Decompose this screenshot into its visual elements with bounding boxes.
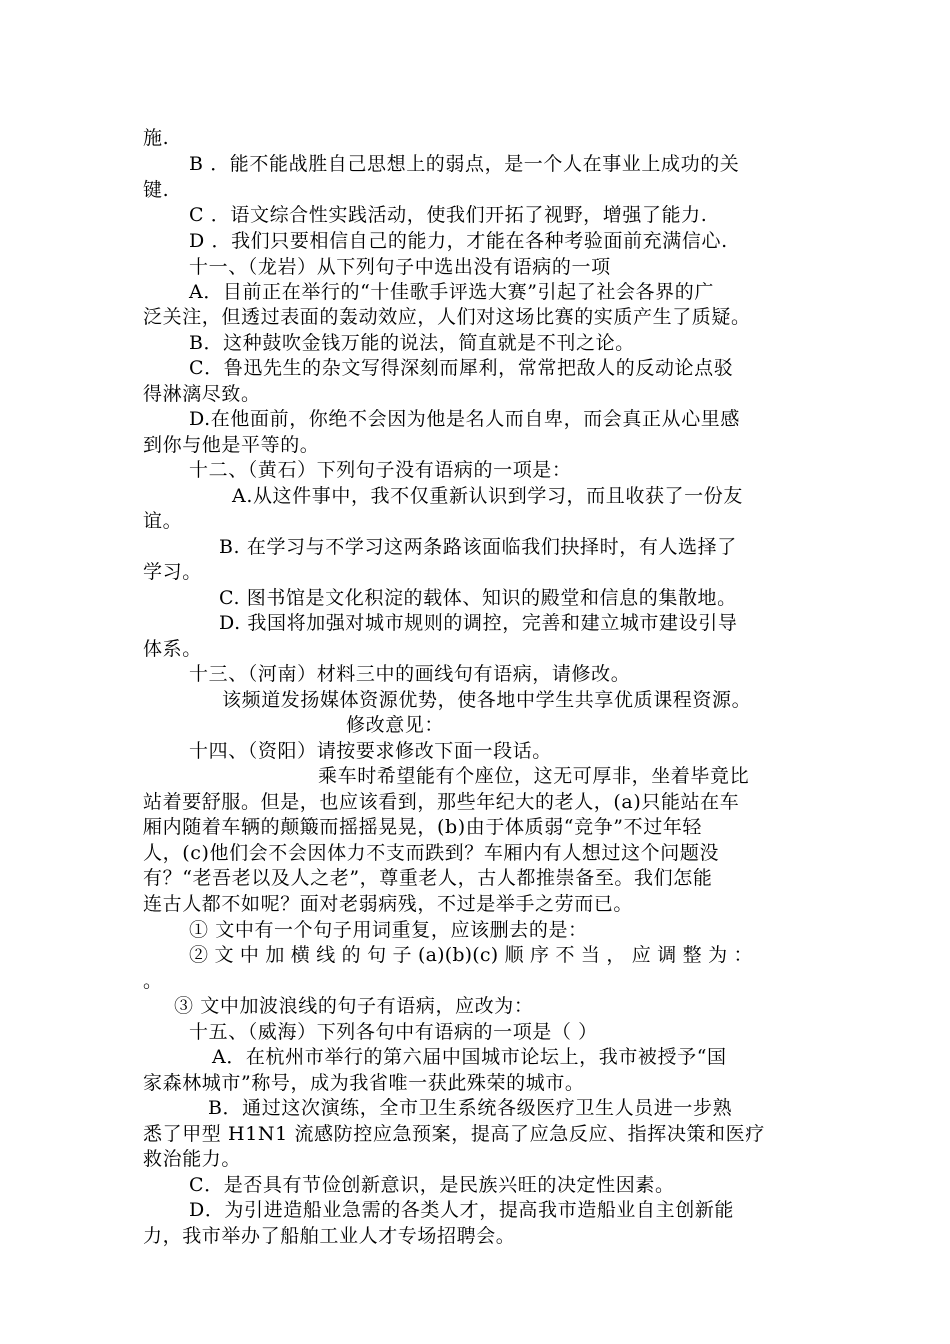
passage-line: 连古人都不如呢？面对老弱病残，不过是举手之劳而已。 — [143, 893, 634, 915]
passage-line: 站着要舒服。但是，也应该看到，那些年纪大的老人，(a)只能站在车 — [143, 791, 740, 813]
option-b-line: B．这种鼓吹金钱万能的说法，简直就是不刊之论。 — [189, 332, 635, 354]
text-line: 救治能力。 — [143, 1148, 242, 1170]
text-line: 施. — [143, 127, 170, 149]
text-line: 泛关注，但透过表面的轰动效应，人们对这场比赛的实质产生了质疑。 — [143, 306, 751, 328]
option-b-line: B．通过这次演练，全市卫生系统各级医疗卫生人员进一步熟 — [208, 1097, 733, 1119]
option-d-line: D. 我国将加强对城市规则的调控，完善和建立城市建设引导 — [219, 612, 738, 634]
passage-line: 厢内随着车辆的颠簸而摇摇晃晃，(b)由于体质弱“竞争”不过年轻 — [143, 816, 703, 838]
text-line: 体系。 — [143, 638, 202, 660]
option-b-line: B ．能不能战胜自己思想上的弱点，是一个人在事业上成功的关 — [189, 153, 740, 175]
text-line: 。 — [143, 970, 163, 992]
option-d-line: D.在他面前，你绝不会因为他是名人而自卑，而会真正从心里感 — [189, 408, 740, 430]
sub-question-3: ③ 文中加波浪线的句子有语病，应改为： — [174, 995, 534, 1017]
text-line: 到你与他是平等的。 — [143, 434, 320, 456]
option-d-line: D．为引进造船业急需的各类人才，提高我市造船业自主创新能 — [189, 1199, 735, 1221]
question-14-heading: 十四、（资阳）请按要求修改下面一段话。 — [189, 740, 552, 762]
text-line: 力，我市举办了船舶工业人才专场招聘会。 — [143, 1225, 516, 1247]
option-c-line: C．鲁迅先生的杂文写得深刻而犀利，常常把敌人的反动论点驳 — [189, 357, 734, 379]
passage-line: 有？“老吾老以及人之老”，尊重老人，古人都推崇备至。我们怎能 — [143, 867, 713, 889]
text-line: 家森林城市”称号，成为我省唯一获此殊荣的城市。 — [143, 1072, 585, 1094]
option-c-line: C．是否具有节俭创新意识，是民族兴旺的决定性因素。 — [189, 1174, 675, 1196]
option-c-line: C ．语文综合性实践活动，使我们开拓了视野，增强了能力. — [189, 204, 708, 226]
option-b-line: B. 在学习与不学习这两条路该面临我们抉择时，有人选择了 — [219, 536, 737, 558]
sub-question-2: ② 文 中 加 横 线 的 句 子 (a)(b)(c) 顺 序 不 当 ， 应 调 整 为 ： — [189, 944, 753, 966]
question-15-heading: 十五、（威海）下列各句中有语病的一项是（ ） — [189, 1021, 598, 1043]
text-line: 得淋漓尽致。 — [143, 383, 261, 405]
question-11-heading: 十一、（龙岩）从下列句子中选出没有语病的一项 — [189, 256, 611, 278]
option-a-line: A．在杭州市举行的第六届中国城市论坛上，我市被授予“国 — [212, 1046, 727, 1068]
text-line: 学习。 — [143, 561, 202, 583]
text-line: 谊。 — [143, 510, 183, 532]
sub-question-1: ① 文中有一个句子用词重复，应该删去的是： — [189, 919, 588, 941]
option-a-line: A.从这件事中，我不仅重新认识到学习，而且收获了一份友 — [232, 485, 743, 507]
option-d-line: D ．我们只要相信自己的能力，才能在各种考验面前充满信心. — [189, 230, 728, 252]
question-12-heading: 十二、（黄石）下列句子没有语病的一项是： — [189, 459, 572, 481]
question-13-heading: 十三、（河南）材料三中的画线句有语病，请修改。 — [189, 663, 631, 685]
text-line: 键. — [143, 179, 170, 201]
passage-line: 乘车时希望能有个座位，这无可厚非，坐着毕竟比 — [318, 765, 750, 787]
passage-line: 人，(c)他们会不会因体力不支而跌到？车厢内有人想过这个问题没 — [143, 842, 720, 864]
revision-prompt: 修改意见： — [346, 714, 445, 736]
material-sentence: 该频道发扬媒体资源优势，使各地中学生共享优质课程资源。 — [222, 689, 752, 711]
option-c-line: C. 图书馆是文化积淀的载体、知识的殿堂和信息的集散地。 — [219, 587, 737, 609]
text-line: 悉了甲型 H1N1 流感防控应急预案，提高了应急反应、指挥决策和医疗 — [143, 1123, 765, 1145]
option-a-line: A．目前正在举行的“十佳歌手评选大赛”引起了社会各界的广 — [189, 281, 714, 303]
